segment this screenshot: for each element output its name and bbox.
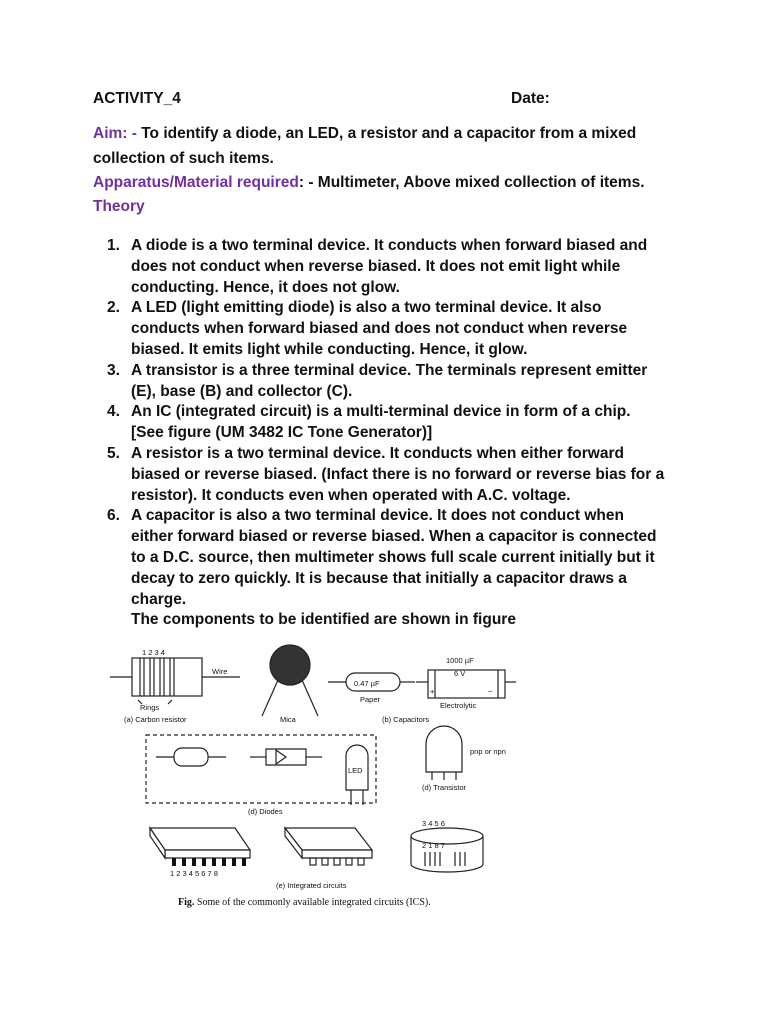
theory-item-line: does not conduct when reverse biased. It does not emit light while (131, 257, 621, 275)
can-pins-bottom-label: 2 1 8 7 (422, 841, 445, 850)
theory-item-number: 3. (107, 361, 120, 379)
theory-heading: Theory (93, 198, 145, 215)
transistor-caption: (d) Transistor (422, 783, 467, 792)
aim-text-2: collection of such items. (93, 150, 274, 167)
transistor-drawing (426, 726, 462, 780)
theory-item-number: 1. (107, 237, 120, 254)
rings-label: Rings (140, 703, 160, 712)
theory-item-number: 4. (107, 403, 120, 421)
caption-text: Some of the commonly available integrated circuits (ICS). (194, 897, 431, 908)
theory-item (93, 236, 693, 298)
paper-value-label: 0.47 µF (354, 679, 380, 688)
theory-item (93, 361, 693, 403)
apparatus-label: Apparatus/Material required (93, 174, 299, 191)
theory-item (93, 298, 693, 360)
elec-voltage-label: 6 V (454, 669, 466, 678)
aim-label: Aim: - (93, 125, 137, 142)
theory-item-line: biased. It emits light while conducting. Hence, it glow. (131, 340, 528, 358)
theory-item-line: to a D.C. source, then multimeter shows full scale current initially but it (131, 548, 655, 566)
electrolytic-label: Electrolytic (440, 701, 477, 710)
diodes-box (146, 735, 376, 803)
theory-list (93, 236, 693, 631)
led-drawing (346, 745, 368, 805)
theory-item (93, 444, 693, 506)
theory-item-line: decay to zero quickly. It is because that initially a capacitor draws a (131, 569, 627, 587)
theory-item-line: A LED (light emitting diode) is also a two terminal device. It also (131, 299, 602, 317)
theory-item-line: A transistor is a three terminal device. The terminals represent emitter (131, 361, 648, 379)
carbon-resistor-drawing (110, 658, 240, 704)
apparatus-line (93, 174, 645, 192)
theory-item-line: charge. (131, 590, 187, 608)
theory-item-line: A diode is a two terminal device. It conducts when forward biased and (131, 237, 648, 254)
ic-chip-2-drawing (285, 828, 372, 865)
theory-item-line: either forward biased or reverse biased. When a capacitor is connected (131, 528, 657, 546)
theory-item-line: [See figure (UM 3482 IC Tone Generator)] (131, 424, 433, 442)
elec-value-label: 1000 µF (446, 656, 474, 665)
apparatus-text: Multimeter, Above mixed collection of items. (317, 174, 645, 191)
diode-glass-drawing (250, 749, 322, 765)
theory-item-line: An IC (integrated circuit) is a multi-terminal device in form of a chip. (131, 403, 631, 421)
aim-text-1: To identify a diode, an LED, a resistor and a capacitor from a mixed (136, 125, 637, 142)
theory-item-number: 5. (107, 444, 120, 462)
theory-item (93, 506, 693, 631)
ic-chip-1-pins (172, 858, 246, 866)
apparatus-separator: : - (298, 174, 318, 191)
pnp-label: pnp or npn (470, 747, 506, 756)
ic-chip-1-drawing (150, 828, 250, 858)
theory-item-line: A resistor is a two terminal device. It conducts when either forward (131, 444, 624, 462)
theory-item-number: 2. (107, 299, 120, 317)
figure-caption (178, 897, 431, 908)
diode-cylinder-drawing (156, 748, 226, 766)
aim-line (93, 125, 636, 143)
theory-item (93, 402, 693, 444)
mica-label: Mica (280, 715, 296, 724)
mica-capacitor-drawing (262, 645, 318, 716)
theory-item-number: 6. (107, 507, 120, 525)
theory-item-line: resistor). It conducts even when operated with A.C. voltage. (131, 486, 571, 504)
activity-title: ACTIVITY_4 (93, 90, 181, 107)
ic-can-drawing (411, 828, 483, 872)
ring-numbers-label: 1 2 3 4 (142, 648, 165, 657)
minus-label: − (488, 687, 493, 696)
diodes-caption: (d) Diodes (248, 807, 283, 816)
led-label: LED (348, 766, 363, 775)
date-label: Date: (511, 90, 550, 107)
paper-label: Paper (360, 695, 381, 704)
caption-bold: Fig. (178, 897, 195, 908)
theory-item-line: conducting. Hence, it does not glow. (131, 278, 400, 296)
carbon-resistor-caption: (a) Carbon resistor (124, 715, 187, 724)
wire-label: Wire (212, 667, 228, 676)
theory-item-line: The components to be identified are shown in figure (131, 611, 516, 629)
theory-item-line: conducts when forward biased and does not conduct when reverse (131, 320, 628, 338)
theory-item-line: (E), base (B) and collector (C). (131, 382, 353, 400)
can-pins-top-label: 3 4 5 6 (422, 819, 445, 828)
components-figure (110, 640, 530, 915)
theory-item-line: A capacitor is also a two terminal device. It does not conduct when (131, 507, 624, 525)
plus-label: + (430, 687, 435, 696)
theory-item-line: biased or reverse biased. (Infact there is no forward or reverse bias for a (131, 465, 665, 483)
pins-label: 1 2 3 4 5 6 7 8 (170, 869, 218, 878)
ics-caption: (e) Integrated circuits (276, 881, 347, 890)
capacitors-caption: (b) Capacitors (382, 715, 430, 724)
